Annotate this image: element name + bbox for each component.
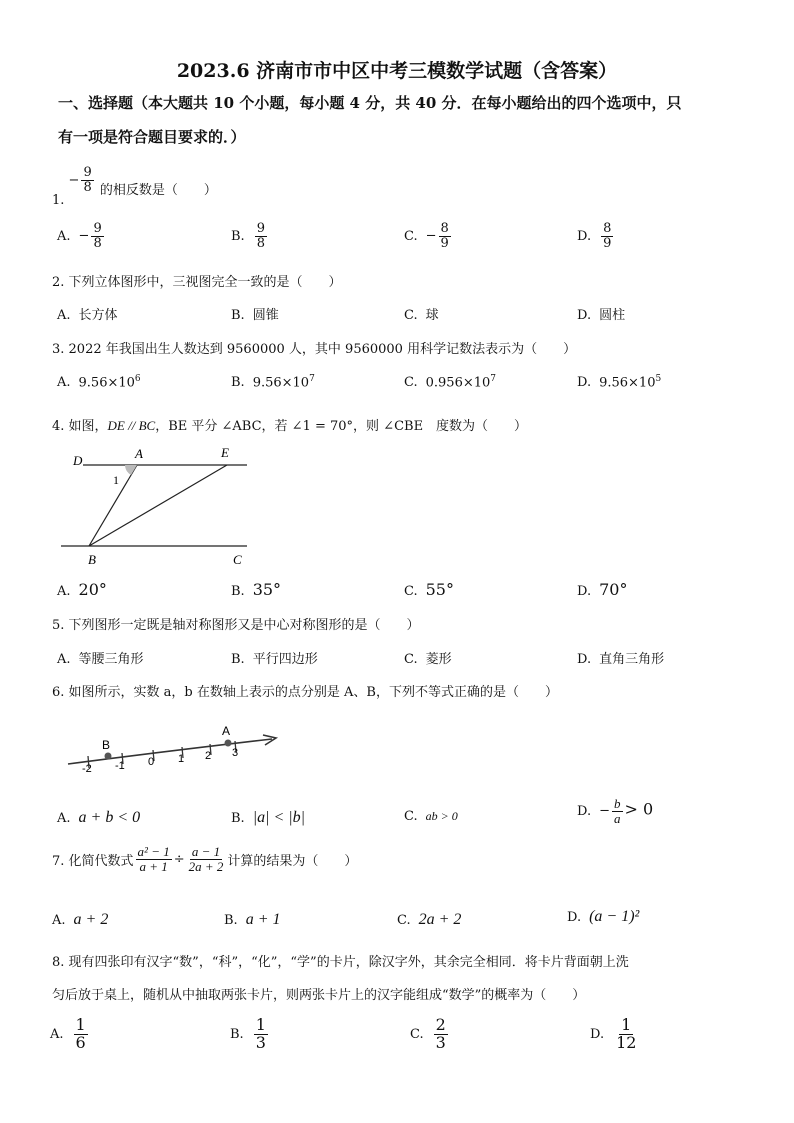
q1-option-a[interactable]: A. − $\frac{9}{8}$ <box>57 221 102 251</box>
q2-option-a[interactable]: A. 长方体 <box>57 308 118 323</box>
tick-label: 1 <box>178 753 185 765</box>
q5-option-a[interactable]: A. 等腰三角形 <box>57 652 144 667</box>
q2-option-d[interactable]: D. 圆柱 <box>577 308 626 323</box>
q1-option-d[interactable]: D. $\frac{8}{9}$ <box>577 221 612 251</box>
question-8-line1: 8. 现有四张印有汉字“数”，“科”，“化”，“学”的卡片，除汉字外，其余完全相同．将卡片背面朝上洗 <box>52 955 629 970</box>
q4-option-d[interactable]: D. 70° <box>577 580 628 599</box>
section-heading-line2: 有一项是符合题目要求的．） <box>58 128 246 146</box>
q2-option-c[interactable]: C. 球 <box>404 308 439 323</box>
angle-1-mark <box>125 465 137 475</box>
q2-option-b[interactable]: B. 圆锥 <box>231 308 279 323</box>
label-angle-1: 1 <box>113 473 119 487</box>
question-6: 6. 如图所示，实数 a，b 在数轴上表示的点分别是 A、B，下列不等式正确的是（ ） <box>52 685 558 700</box>
question-1: 1. − $\frac{9}{8}$ 的相反数是（ ） <box>52 165 217 208</box>
label-d: D <box>73 453 83 468</box>
q8-option-c[interactable]: C. $\frac{2}{3}$ <box>410 1015 446 1052</box>
q7-option-c[interactable]: C. 2a + 2 <box>397 911 462 928</box>
segment-be <box>89 465 227 546</box>
tick-label: -2 <box>82 763 92 775</box>
q3-option-b[interactable]: B. $9.56\times 10^7$ <box>231 374 315 391</box>
point-b <box>105 753 112 760</box>
question-7: 7. 化简代数式 $\frac{\text{a² − 1}}{a + 1}$ ÷ $\frac{a - 1}{2a + 2}$ 计算的结果为（ ） <box>52 844 358 874</box>
tick-label: 2 <box>205 750 212 762</box>
q1-option-b[interactable]: B. $\frac{9}{8}$ <box>231 221 265 251</box>
q6-option-c[interactable]: C. ab > 0 <box>404 809 458 824</box>
q7-option-a[interactable]: A. a + 2 <box>52 911 109 928</box>
q4-figure <box>55 440 255 575</box>
q6-option-b[interactable]: B. |a| < |b| <box>231 809 306 826</box>
label-c: C <box>233 552 242 567</box>
axis-line <box>68 739 272 764</box>
point-a <box>225 740 232 747</box>
label-point-a: A <box>222 724 231 738</box>
label-a: A <box>135 446 143 461</box>
question-4: 4. 如图，DE // BC，BE 平分 ∠ABC，若 ∠1 = 70°，则 ∠CBE 度数为（ ） <box>52 418 528 434</box>
q6-option-a[interactable]: A. a + b < 0 <box>57 809 141 826</box>
section-heading-line1: 一、选择题（本大题共 10 个小题，每小题 4 分，共 40 分．在每小题给出的四个选项中，只 <box>58 94 682 112</box>
q8-option-d[interactable]: D. $\frac{1}{12}$ <box>590 1015 637 1052</box>
question-2: 2. 下列立体图形中，三视图完全一致的是（ ） <box>52 275 342 290</box>
q3-option-a[interactable]: A. $9.56\times 10^6$ <box>57 374 141 391</box>
tick-label: -1 <box>115 760 125 772</box>
q6-number-line <box>60 722 285 777</box>
question-5: 5. 下列图形一定既是轴对称图形又是中心对称图形的是（ ） <box>52 618 420 633</box>
q4-option-c[interactable]: C. 55° <box>404 580 454 599</box>
q4-option-b[interactable]: B. 35° <box>231 580 282 599</box>
question-stem: 的相反数是（ ） <box>99 182 217 198</box>
label-e: E <box>221 445 229 460</box>
q6-option-d[interactable]: D. − $\frac{b}{a}$ > 0 <box>577 796 654 826</box>
q3-option-c[interactable]: C. $0.956\times 10^7$ <box>404 374 497 391</box>
q8-option-b[interactable]: B. $\frac{1}{3}$ <box>230 1015 266 1052</box>
tick-label: 0 <box>148 756 155 768</box>
q1-option-c[interactable]: C. − $\frac{8}{9}$ <box>404 221 449 251</box>
q5-option-d[interactable]: D. 直角三角形 <box>577 652 665 667</box>
label-b: B <box>88 552 96 567</box>
question-3: 3. 2022 年我国出生人数达到 9560000 人，其中 9560000 用科学记数法表示为（ ） <box>52 342 577 357</box>
fraction: $\frac{9}{8}$ <box>83 165 92 195</box>
page-title: 2023.6 济南市市中区中考三模数学试题（含答案） <box>176 60 618 82</box>
question-8-line2: 匀后放于桌上，随机从中抽取两张卡片，则两张卡片上的汉字能组成“数学”的概率为（ ） <box>52 988 586 1003</box>
q7-option-d[interactable]: D. (a − 1)² <box>567 908 640 925</box>
q4-option-a[interactable]: A. 20° <box>57 580 107 599</box>
q8-option-a[interactable]: A. $\frac{1}{6}$ <box>50 1015 86 1052</box>
q5-option-b[interactable]: B. 平行四边形 <box>231 652 318 667</box>
label-point-b: B <box>102 738 111 752</box>
tick-label: 3 <box>232 747 239 759</box>
q5-option-c[interactable]: C. 菱形 <box>404 652 452 667</box>
q7-option-b[interactable]: B. a + 1 <box>224 911 281 928</box>
q3-option-d[interactable]: D. $9.56\times 10^5$ <box>577 374 662 391</box>
question-number: 1. <box>52 192 65 208</box>
